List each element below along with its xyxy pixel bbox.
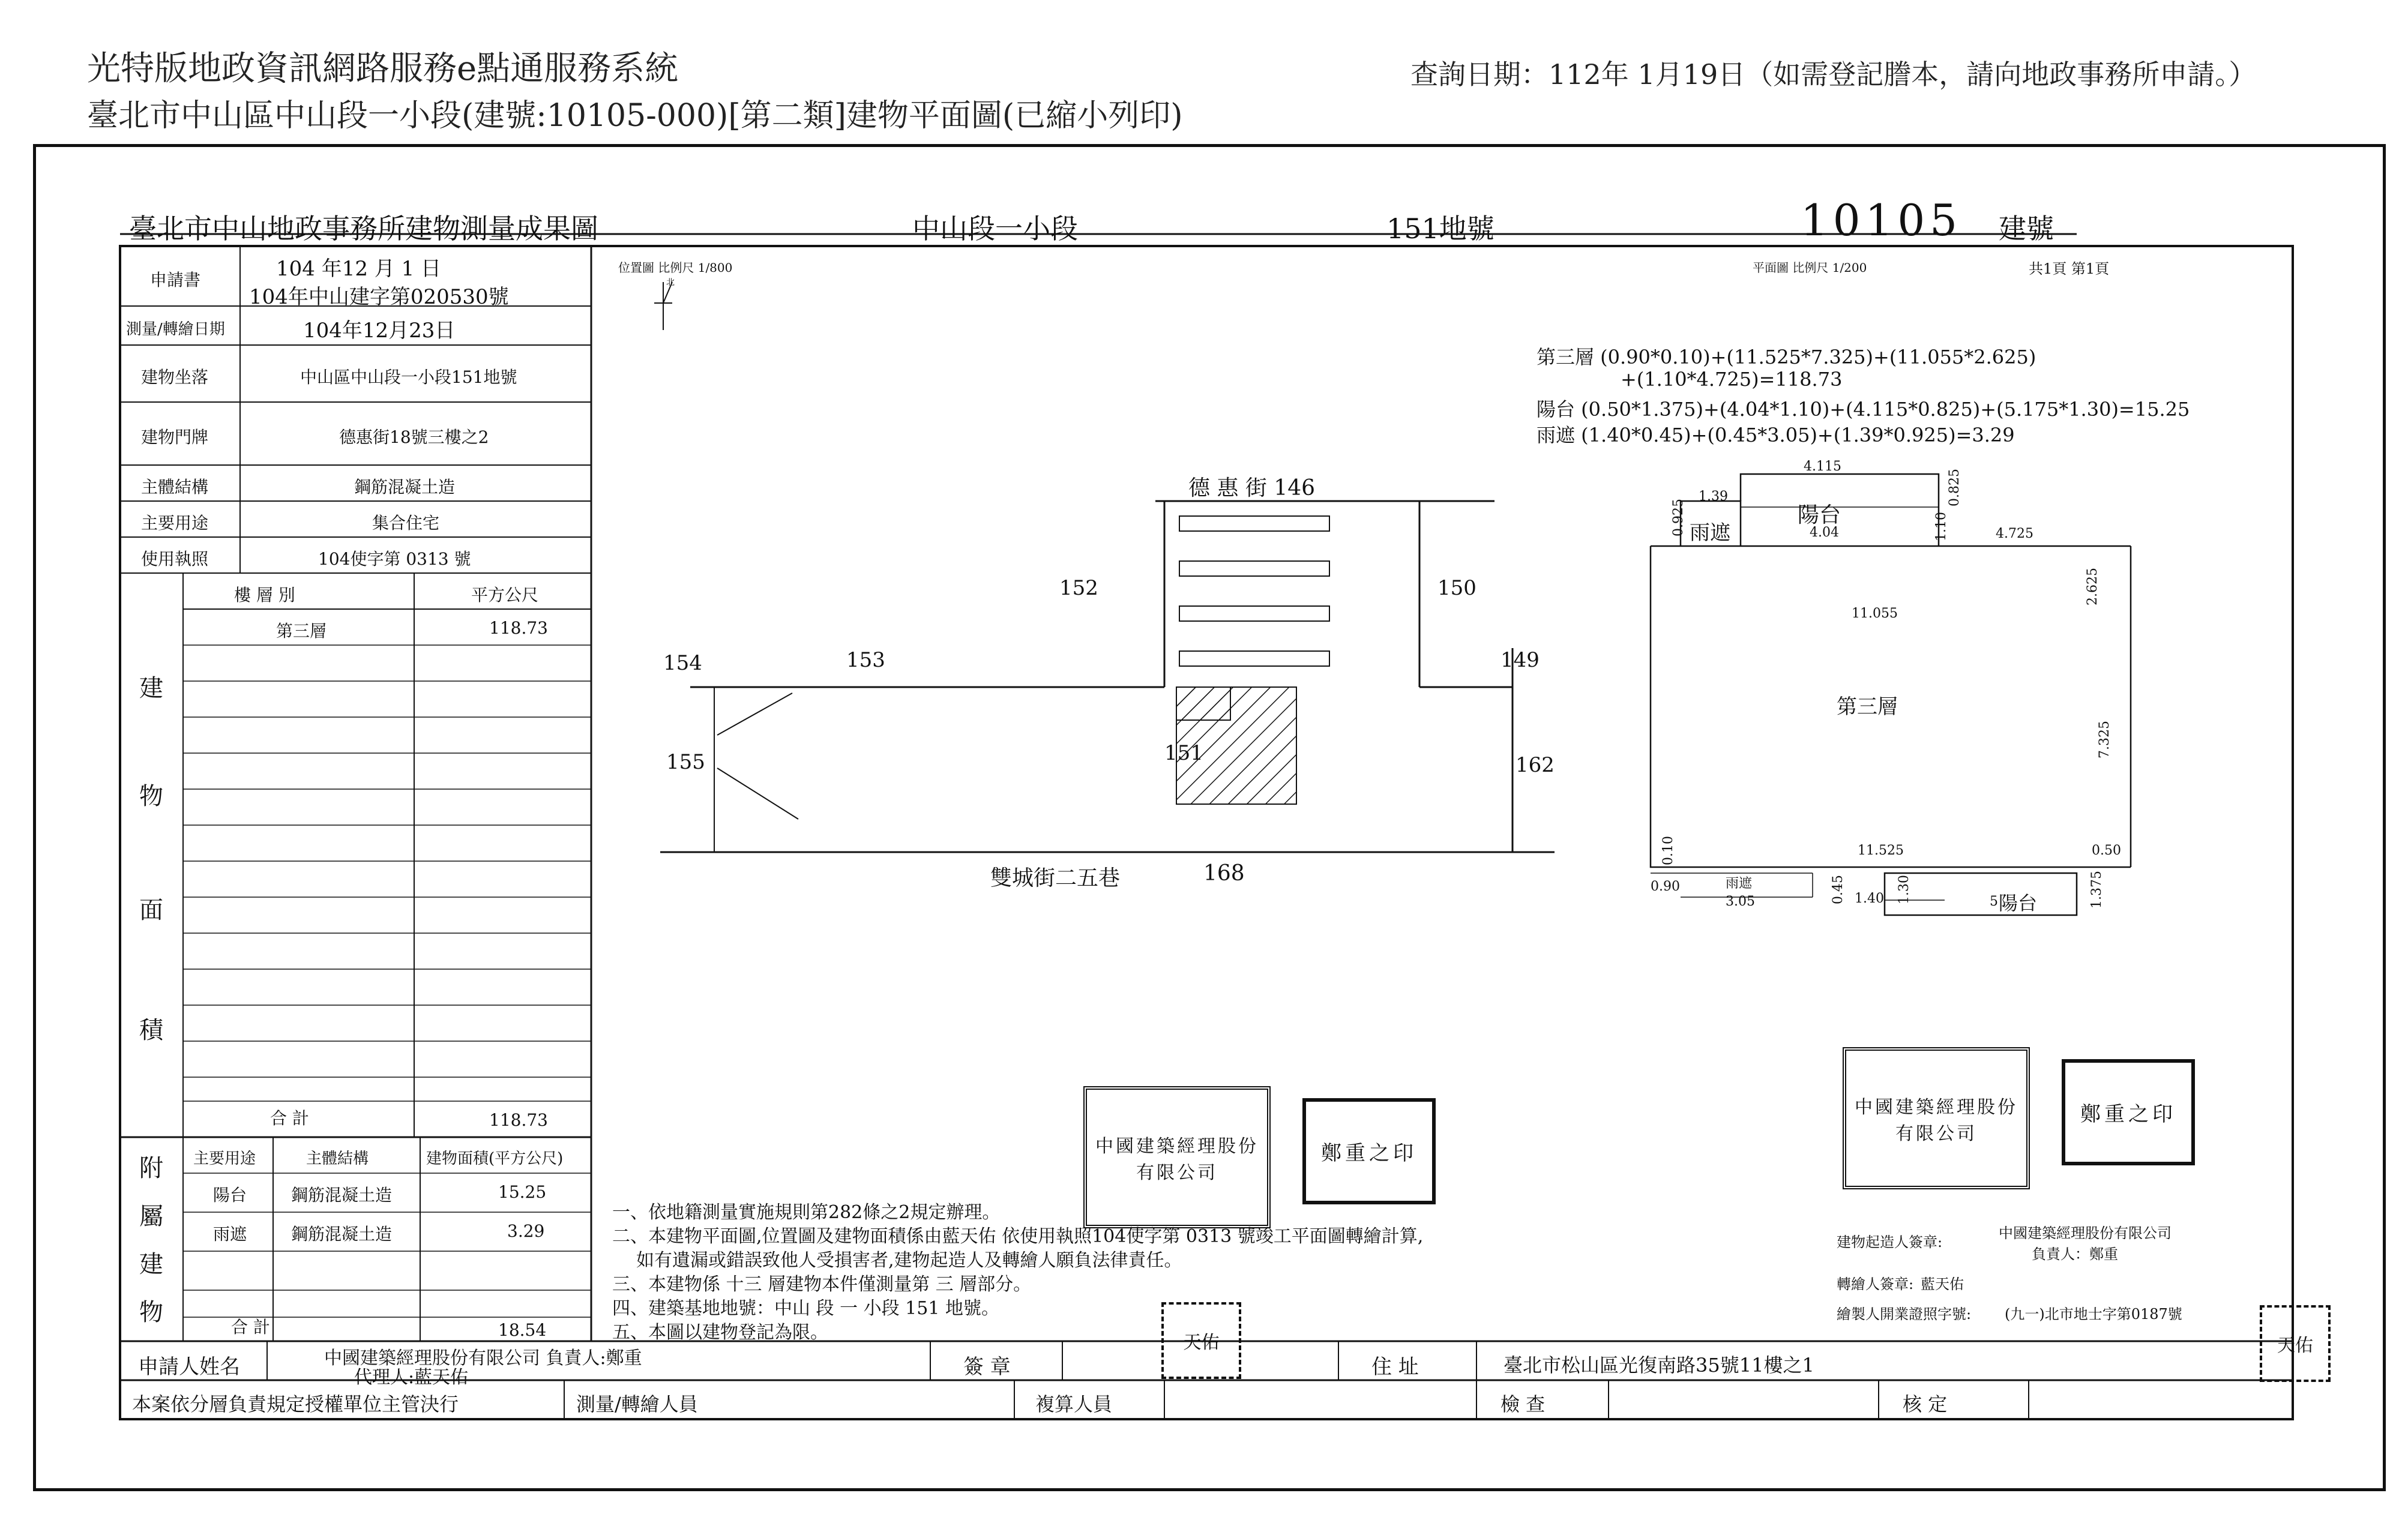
dimension: 0.10 [1660, 836, 1676, 865]
system-title: 光特版地政資訊網路服務e點通服務系統 [87, 49, 679, 88]
dimension: 4.115 [1804, 459, 1841, 474]
builder-value: 中國建築經理股份有限公司 [1999, 1225, 2172, 1242]
lot-label: 168 [1203, 861, 1245, 886]
formula-line: 第三層 (0.90*0.10)+(11.525*7.325)+(11.055*2.625) [1537, 346, 2036, 368]
license-label: 繪製人開業證照字號: [1837, 1306, 1972, 1323]
note-line: 三、本建物係 十三 層建物本件僅測量第 三 層部分。 [612, 1274, 1032, 1295]
annex-row-area: 15.25 [498, 1182, 547, 1202]
lot-label: 153 [846, 648, 885, 672]
section-name: 中山段一小段 [912, 212, 1078, 245]
dimension: 1.30 [1896, 875, 1912, 904]
note-line: 一、依地籍測量實施規則第282條之2規定辦理。 [612, 1202, 1001, 1223]
dimension: 0.50 [2092, 843, 2121, 858]
area-side-label: 建 [139, 674, 163, 702]
dimension: 0.90 [1651, 879, 1680, 894]
annex-side-label: 建 [139, 1251, 163, 1278]
balcony-label: 陽台 [1798, 503, 1841, 527]
area-col-unit: 平方公尺 [471, 585, 539, 605]
lot-label: 150 [1437, 576, 1476, 600]
annex-total-value: 18.54 [498, 1320, 547, 1340]
dimension: 0.45 [1830, 875, 1846, 904]
review-staff-label: 複算人員 [1035, 1393, 1113, 1416]
info-label: 建物坐落 [141, 367, 209, 387]
note-line: 五、本圖以建物登記為限。 [612, 1322, 828, 1343]
dimension: 1.39 [1699, 489, 1728, 504]
area-side-label: 物 [139, 783, 163, 810]
builder-rep: 負責人：鄭重 [2032, 1246, 2118, 1263]
drafter-seal: 天佑 [1161, 1302, 1241, 1379]
formula-line: +(1.10*4.725)=118.73 [1621, 368, 1843, 391]
approve-label: 核 定 [1903, 1393, 1948, 1416]
authority-note: 本案依分層負責規定授權單位主管決行 [132, 1393, 459, 1416]
info-label: 測量/轉繪日期 [126, 320, 225, 338]
dimension: 7.325 [2096, 721, 2112, 758]
info-value: 德惠街18號三樓之2 [339, 427, 489, 447]
dimension: 0.825 [1946, 469, 1962, 506]
info-label: 主體結構 [141, 477, 209, 497]
info-label: 建物門牌 [141, 427, 209, 447]
balcony-bottom-label: 陽台 [1999, 892, 2038, 915]
annex-row-struct: 鋼筋混凝土造 [291, 1185, 393, 1205]
area-side-label: 面 [139, 897, 163, 924]
annex-row-struct: 鋼筋混凝土造 [291, 1224, 393, 1244]
document-subtitle: 臺北市中山區中山段一小段(建號:10105-000)[第二類]建物平面圖(已縮小列印) [87, 98, 1183, 134]
lot-label: 162 [1516, 753, 1555, 777]
drafter-seal-right: 天佑 [2260, 1305, 2331, 1382]
dimension: 11.055 [1852, 606, 1898, 621]
dimension: 1.375 [2089, 871, 2104, 909]
area-total-label: 合 計 [270, 1108, 309, 1128]
dimension: 1.40 [1855, 891, 1884, 906]
company-seal: 中國建築經理股份有限公司 [1083, 1086, 1271, 1228]
lot-label: 154 [663, 651, 702, 675]
note-line: 如有遺漏或錯誤致他人受損害者,建物起造人及轉繪人願負法律責任。 [636, 1250, 1182, 1271]
annex-row-area: 3.29 [507, 1221, 545, 1241]
sign-label: 簽 章 [963, 1355, 1011, 1379]
lot-label-target: 151 [1164, 741, 1203, 765]
canopy-bottom-label: 雨遮 [1726, 876, 1753, 891]
area-row-floor: 第三層 [276, 621, 327, 641]
info-label: 使用執照 [141, 549, 209, 569]
info-value: 104 年12 月 1 日 [276, 257, 442, 281]
dimension: 2.625 [2084, 568, 2100, 605]
dimension: 1.10 [1933, 512, 1949, 541]
license-value: (九一)北市地士字第0187號 [2005, 1306, 2182, 1323]
person-seal-right: 鄭重之印 [2062, 1059, 2195, 1165]
area-side-label: 積 [139, 1017, 163, 1044]
north-label: 北 [666, 278, 675, 287]
builder-label: 建物起造人簽章: [1837, 1234, 1943, 1251]
check-label: 檢 查 [1500, 1393, 1546, 1416]
building-number-suffix: 建號 [1999, 212, 2054, 245]
location-map-scale: 位置圖 比例尺 1/800 [618, 260, 733, 275]
plan-scale: 平面圖 比例尺 1/200 [1753, 260, 1867, 275]
info-value: 104使字第 0313 號 [318, 549, 471, 569]
annex-col-use: 主要用途 [193, 1150, 256, 1168]
dimension: 0.925 [1670, 499, 1686, 536]
area-total-value: 118.73 [489, 1110, 548, 1130]
dimension: 3.05 [1726, 894, 1755, 909]
street-south: 雙城街二五巷 [990, 866, 1121, 891]
person-seal: 鄭重之印 [1302, 1098, 1436, 1204]
annex-total-label: 合 計 [231, 1317, 270, 1337]
note-line: 四、建築基地地號：中山 段 一 小段 151 地號。 [612, 1298, 999, 1319]
address-label: 住 址 [1371, 1355, 1419, 1379]
address-value: 臺北市松山區光復南路35號11樓之1 [1503, 1354, 1814, 1377]
info-value: 中山區中山段一小段151地號 [300, 367, 517, 387]
applicant-value: 中國建築經理股份有限公司 負責人:鄭重 [324, 1348, 642, 1369]
office-title: 臺北市中山地政事務所建物測量成果圖 [129, 212, 598, 245]
annex-side-label: 物 [139, 1299, 163, 1326]
annex-row-use: 雨遮 [213, 1224, 247, 1244]
dimension: 4.04 [1810, 525, 1839, 540]
formula-line: 雨遮 (1.40*0.45)+(0.45*3.05)+(1.39*0.925)=3.29 [1537, 424, 2015, 446]
info-value: 鋼筋混凝土造 [354, 477, 456, 497]
page-count: 共1頁 第1頁 [2029, 260, 2110, 277]
canopy-label: 雨遮 [1690, 521, 1730, 545]
annex-side-label: 屬 [139, 1203, 163, 1230]
survey-staff-label: 測量/轉繪人員 [576, 1393, 698, 1416]
applicant-label: 申請人姓名 [138, 1355, 240, 1379]
drafter-label: 轉繪人簽章: [1837, 1276, 1914, 1293]
drafter-value: 藍天佑 [1921, 1276, 1964, 1293]
company-seal-right: 中國建築經理股份有限公司 [1843, 1047, 2030, 1189]
annex-row-use: 陽台 [213, 1185, 247, 1205]
info-value: 104年中山建字第020530號 [249, 285, 509, 309]
area-row-value: 118.73 [489, 618, 548, 638]
building-number: 10105 [1801, 195, 1963, 245]
lot-label: 155 [666, 750, 705, 774]
info-value: 104年12月23日 [303, 319, 456, 343]
survey-sheet [33, 144, 2386, 1491]
lot-label: 149 [1500, 648, 1540, 672]
info-label: 主要用途 [141, 513, 209, 533]
agent-value: 代理人:藍天佑 [354, 1367, 469, 1388]
annex-side-label: 附 [139, 1155, 163, 1182]
dimension: 5 [1990, 894, 1998, 909]
info-label: 申請書 [150, 270, 201, 290]
dimension: 4.725 [1996, 526, 2033, 541]
street-north: 德 惠 街 146 [1188, 476, 1316, 500]
formula-line: 陽台 (0.50*1.375)+(4.04*1.10)+(4.115*0.825)+(5.175*1.30)=15.25 [1537, 398, 2190, 421]
floor-label: 第三層 [1837, 695, 1898, 719]
land-number: 151地號 [1386, 212, 1494, 245]
lot-label: 152 [1059, 576, 1098, 600]
query-date: 查詢日期：112年 1月19日（如需登記謄本，請向地政事務所申請。） [1410, 58, 2257, 91]
dimension: 11.525 [1858, 843, 1904, 858]
annex-col-struct: 主體結構 [306, 1150, 369, 1168]
annex-col-area: 建物面積(平方公尺) [426, 1150, 564, 1168]
info-value: 集合住宅 [372, 513, 440, 533]
area-col-floor: 樓 層 別 [234, 585, 295, 605]
note-line: 二、本建物平面圖,位置圖及建物面積係由藍天佑 依使用執照104使字第 0313 號竣工平面圖轉繪計算, [612, 1226, 1424, 1247]
